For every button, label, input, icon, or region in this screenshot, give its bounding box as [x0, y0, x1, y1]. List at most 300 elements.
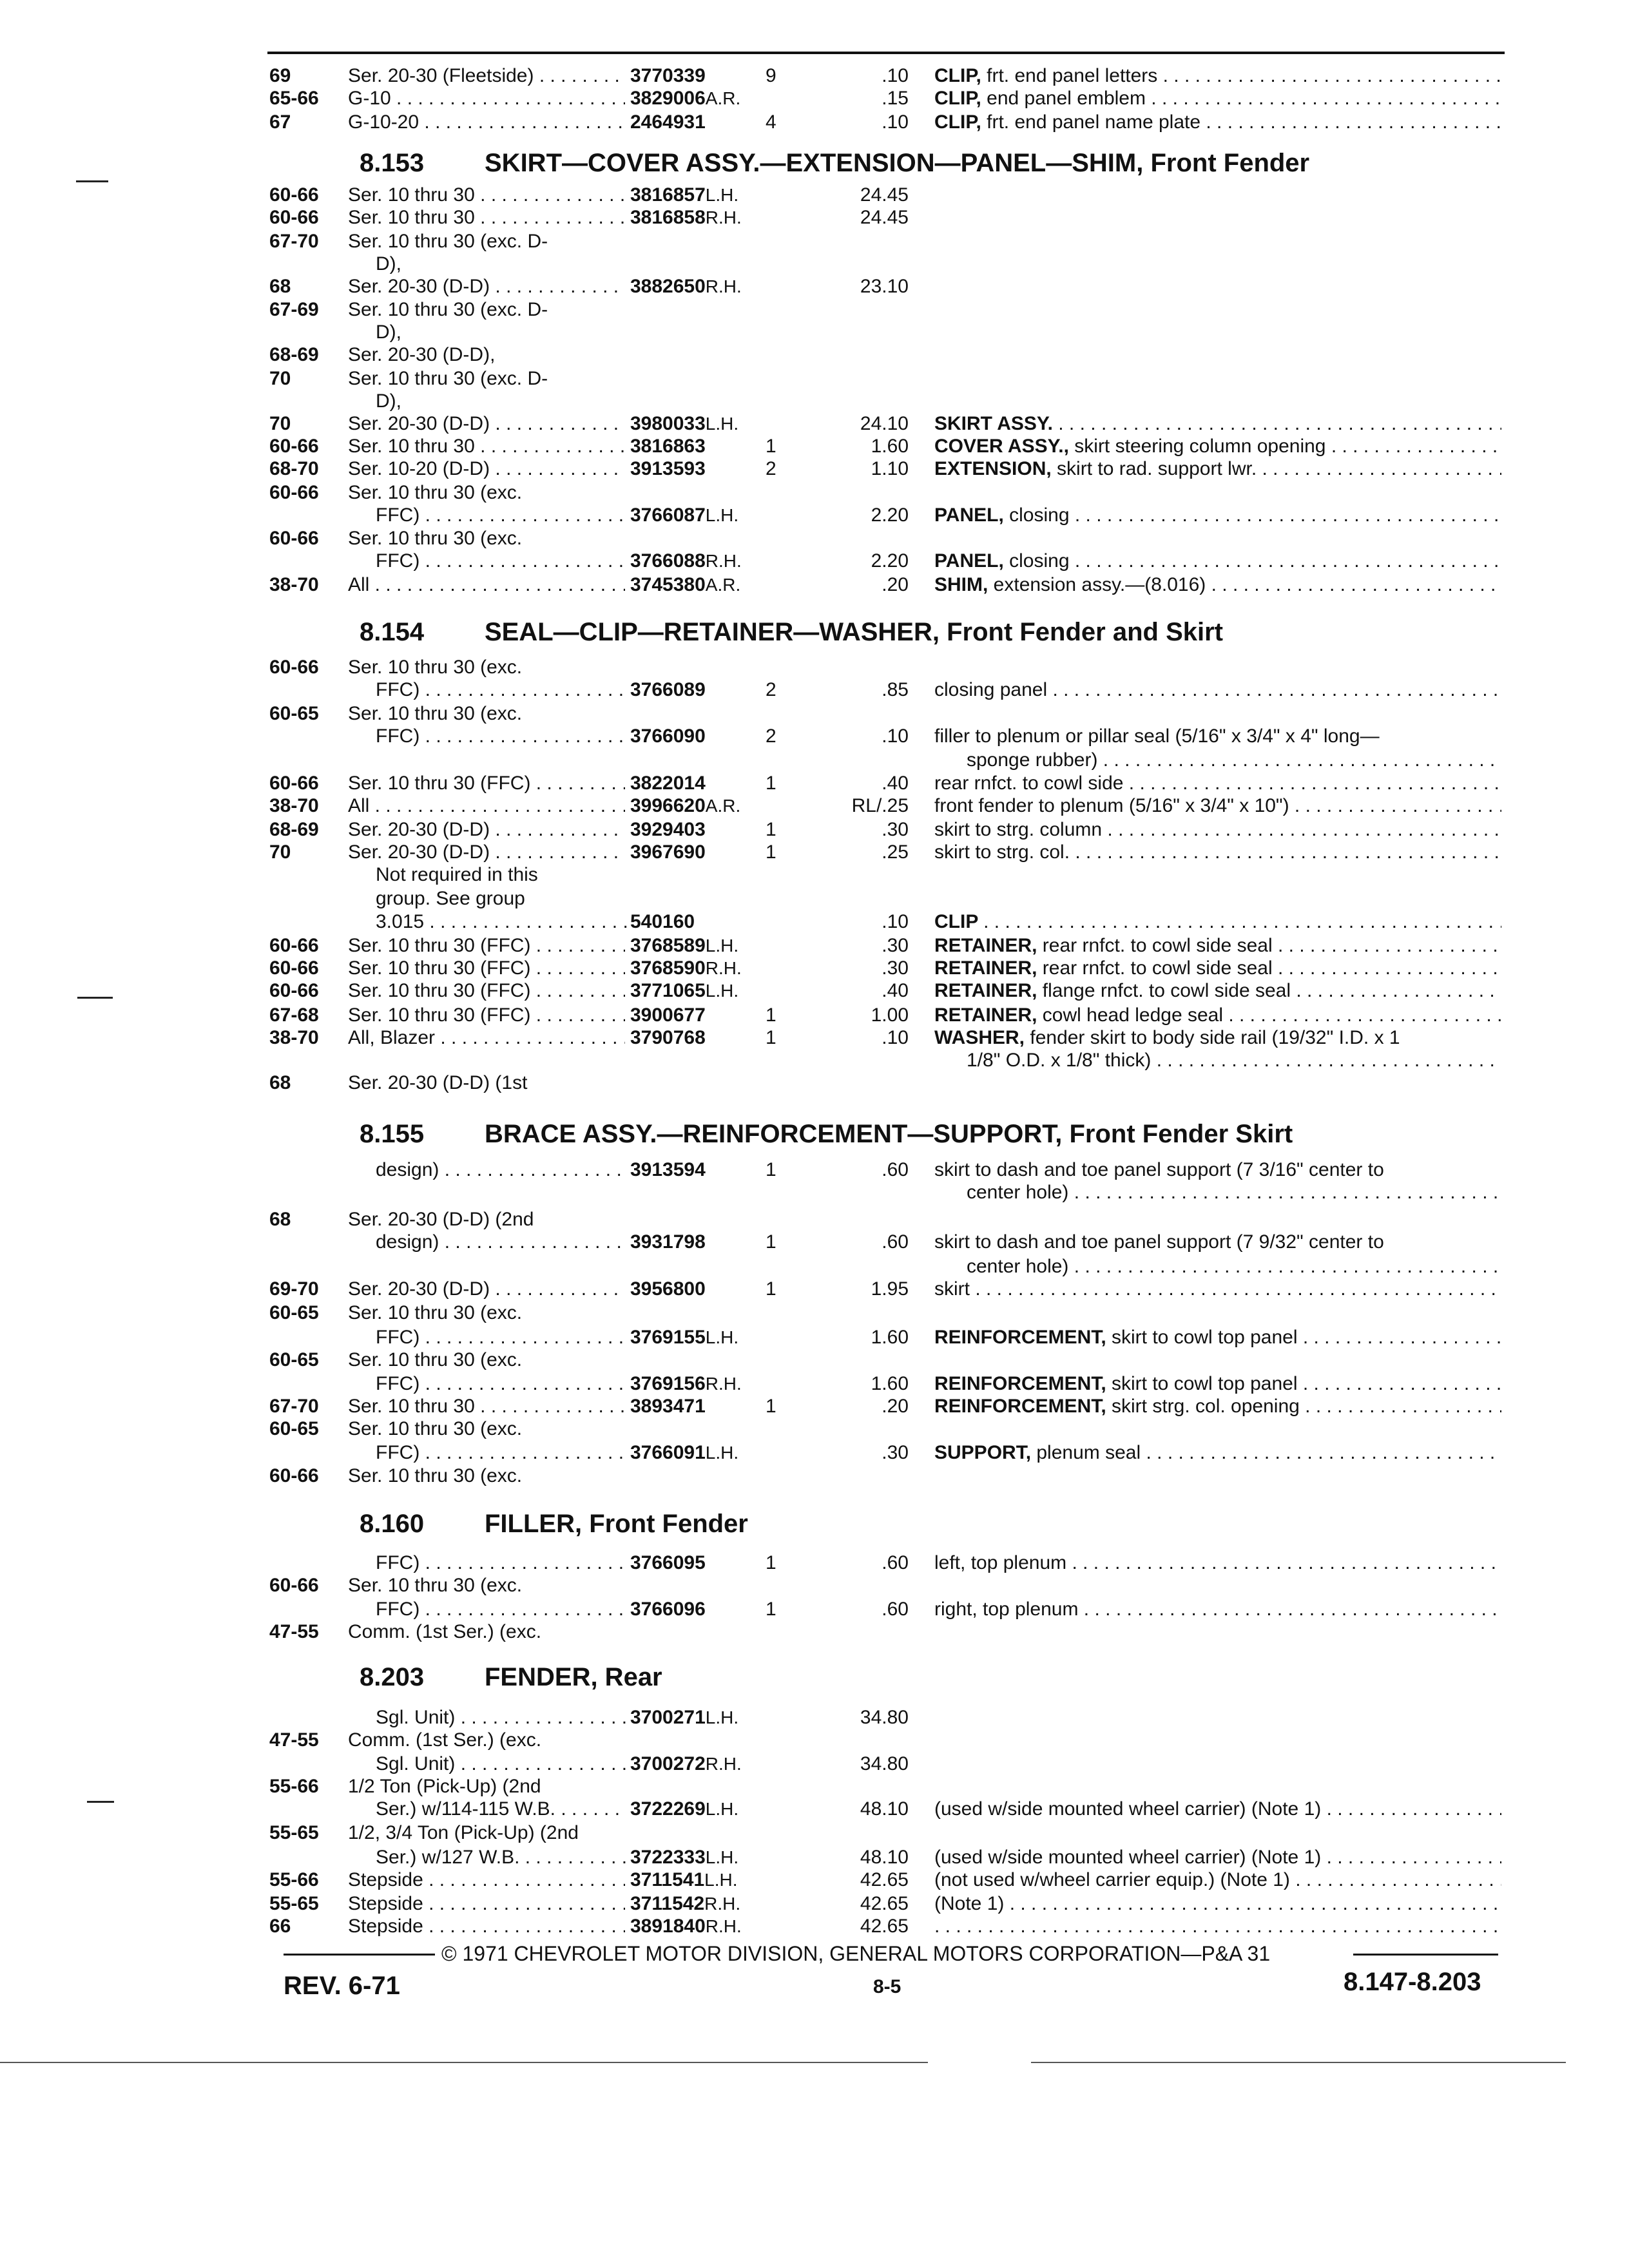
- part-name-bold: RETAINER,: [934, 1004, 1043, 1026]
- part-name: [934, 1158, 1501, 1182]
- part-name: [934, 64, 1501, 88]
- side-designator: L.H.: [705, 185, 739, 205]
- model-years: 70: [269, 841, 291, 863]
- application-desc: Ser. 20-30 (D-D),: [348, 344, 496, 365]
- part-number: 3771065L.H.: [630, 980, 739, 1001]
- application-desc: Ser. 20-30 (D-D) . . .: [348, 412, 625, 436]
- section-number: 8.154: [360, 618, 425, 646]
- price: 42.65: [860, 1893, 909, 1914]
- bottom-rule: [0, 2062, 928, 2063]
- side-designator: L.H.: [705, 505, 739, 525]
- part-number: 3769155L.H.: [630, 1327, 739, 1348]
- part-name-text: extension assy.—(8.016): [993, 574, 1206, 595]
- application-desc: D),: [376, 322, 401, 343]
- application-desc: All . . .: [348, 573, 625, 597]
- side-designator: L.H.: [705, 414, 739, 434]
- price: .30: [882, 1442, 909, 1463]
- part-number: 3816857L.H.: [630, 184, 739, 206]
- part-row: [0, 1706, 1629, 1729]
- part-name-bold: SHIM,: [934, 574, 994, 595]
- price: .10: [882, 111, 909, 133]
- part-row: [0, 64, 1629, 88]
- part-row: [0, 1729, 1629, 1752]
- part-row: [0, 435, 1629, 458]
- part-name-text: front fender to plenum (5/16" x 3/4" x 10"): [934, 795, 1289, 816]
- part-row: [0, 230, 1629, 253]
- part-name: [934, 1598, 1501, 1621]
- section-number: 8.160: [360, 1510, 425, 1538]
- part-row: [0, 321, 1629, 344]
- part-name-bold: CLIP,: [934, 65, 987, 86]
- margin-mark: [76, 180, 108, 182]
- part-number: 3722269L.H.: [630, 1798, 739, 1820]
- part-name: [934, 1278, 1501, 1301]
- part-row: [0, 678, 1629, 702]
- part-number: 3891840R.H.: [630, 1916, 742, 1937]
- model-years: 60-66: [269, 482, 319, 503]
- model-years: 68-70: [269, 458, 319, 479]
- part-row: [0, 87, 1629, 110]
- application-desc: G-10 . . .: [348, 87, 625, 110]
- part-name: [934, 1915, 1501, 1938]
- part-number: 3766091L.H.: [630, 1442, 739, 1463]
- application-desc: FFC) . . .: [376, 504, 627, 527]
- application-desc: Stepside . . .: [348, 1869, 625, 1892]
- application-desc: Ser. 10 thru 30 (FFC) . . .: [348, 979, 625, 1003]
- price: .10: [882, 65, 909, 86]
- model-years: 47-55: [269, 1621, 319, 1642]
- part-name: [934, 957, 1501, 980]
- part-name-bold: PANEL,: [934, 550, 1010, 572]
- model-years: 60-66: [269, 980, 319, 1001]
- part-name: [934, 435, 1501, 458]
- part-number: 3931798: [630, 1231, 706, 1253]
- price: 1.00: [871, 1004, 909, 1026]
- side-designator: R.H.: [705, 1916, 742, 1936]
- part-row: [0, 1798, 1629, 1821]
- part-row: [0, 1026, 1629, 1050]
- application-desc: Ser. 20-30 (D-D) (1st: [348, 1072, 528, 1093]
- part-name-text: closing: [1009, 550, 1070, 572]
- part-name-text: skirt to cowl top panel: [1112, 1373, 1298, 1394]
- part-number: 3700272R.H.: [630, 1753, 742, 1774]
- model-years: 55-66: [269, 1776, 319, 1797]
- price: 48.10: [860, 1847, 909, 1868]
- part-name-text: right, top plenum: [934, 1599, 1079, 1620]
- part-name: [934, 412, 1501, 436]
- application-desc: Comm. (1st Ser.) (exc.: [348, 1621, 542, 1642]
- side-designator: R.H.: [704, 1894, 741, 1914]
- price: .60: [882, 1159, 909, 1180]
- model-years: 55-66: [269, 1869, 319, 1890]
- application-desc: Ser. 20-30 (D-D) . . .: [348, 841, 625, 864]
- model-years: 60-66: [269, 1575, 319, 1596]
- application-desc: Ser. 10 thru 30 . . .: [348, 1395, 625, 1418]
- price: .60: [882, 1552, 909, 1573]
- model-years: 68: [269, 1209, 291, 1230]
- section-number: 8.203: [360, 1663, 425, 1691]
- application-desc: Ser. 20-30 (D-D) . . .: [348, 818, 625, 841]
- quantity: 1: [766, 1278, 776, 1300]
- footer-copyright-line: [0, 1939, 1629, 1968]
- application-desc: Ser. 10 thru 30 (FFC) . . .: [348, 957, 625, 980]
- price: 1.95: [871, 1278, 909, 1300]
- part-row: [0, 390, 1629, 413]
- part-name-text: frt. end panel name plate: [987, 111, 1201, 133]
- part-row: [0, 481, 1629, 505]
- part-row: [0, 343, 1629, 367]
- model-years: 60-66: [269, 957, 319, 979]
- section-title: SKIRT—COVER ASSY.—EXTENSION—PANEL—SHIM, Front Fender: [485, 149, 1310, 177]
- part-row: [0, 184, 1629, 207]
- model-years: 55-65: [269, 1893, 319, 1914]
- application-desc: FFC) . . .: [376, 1598, 627, 1621]
- price: .15: [882, 88, 909, 109]
- application-desc: Ser. 10 thru 30 (exc. D-: [348, 231, 548, 252]
- part-row: [0, 1372, 1629, 1396]
- part-row: [0, 1620, 1629, 1644]
- price: .10: [882, 911, 909, 932]
- part-row: [0, 1181, 1629, 1204]
- part-name-text: plenum seal: [1036, 1442, 1141, 1463]
- application-desc: Ser. 20-30 (Fleetside) . . .: [348, 64, 625, 88]
- part-row: [0, 1395, 1629, 1418]
- price: 42.65: [860, 1869, 909, 1890]
- model-years: 65-66: [269, 88, 319, 109]
- price: 48.10: [860, 1798, 909, 1820]
- quantity: 1: [766, 1552, 776, 1573]
- price: 1.10: [871, 458, 909, 479]
- part-name-bold: COVER ASSY.,: [934, 436, 1075, 457]
- price: .85: [882, 679, 909, 700]
- part-name-text: skirt to dash and toe panel support (7 3/16" center to: [934, 1159, 1384, 1180]
- application-desc: Ser. 10 thru 30 (exc.: [348, 528, 523, 549]
- model-years: 66: [269, 1916, 291, 1937]
- part-name: [934, 1892, 1501, 1916]
- side-designator: A.R.: [705, 575, 741, 595]
- model-years: 38-70: [269, 795, 319, 816]
- model-years: 60-66: [269, 207, 319, 228]
- part-name: [934, 1846, 1501, 1869]
- application-desc: 1/2, 3/4 Ton (Pick-Up) (2nd: [348, 1822, 579, 1843]
- part-number: 3766088R.H.: [630, 550, 742, 572]
- price: RL/.25: [851, 795, 909, 816]
- part-number: 3790768: [630, 1027, 706, 1048]
- application-desc: Comm. (1st Ser.) (exc.: [348, 1729, 542, 1751]
- price: 2.20: [871, 505, 909, 526]
- application-desc: Ser. 10 thru 30 (exc.: [348, 482, 523, 503]
- application-desc: Stepside . . .: [348, 1892, 625, 1916]
- quantity: 1: [766, 841, 776, 863]
- part-name-text: rear rnfct. to cowl side seal: [1042, 935, 1273, 956]
- application-desc: All . . .: [348, 794, 625, 818]
- part-row: [0, 1775, 1629, 1798]
- part-number: 3766089: [630, 679, 706, 700]
- part-name-continued: 1/8" O.D. x 1/8" thick) . . .: [967, 1049, 1501, 1072]
- part-row: [0, 934, 1629, 957]
- part-name: [934, 794, 1501, 818]
- part-name-text: (Note 1): [934, 1893, 1005, 1914]
- quantity: 1: [766, 1231, 776, 1253]
- part-name-text: skirt to strg. column: [934, 819, 1103, 840]
- quantity: 1: [766, 1599, 776, 1620]
- part-number: 3900677: [630, 1004, 706, 1026]
- part-name-text: cowl head ledge seal: [1042, 1004, 1223, 1026]
- model-years: 60-65: [269, 703, 319, 724]
- part-name-bold: SKIRT ASSY.: [934, 413, 1059, 434]
- model-years: 68: [269, 1072, 291, 1093]
- price: 24.10: [860, 413, 909, 434]
- model-years: 60-66: [269, 528, 319, 549]
- part-number: 3768589L.H.: [630, 935, 739, 956]
- part-number: 3769156R.H.: [630, 1373, 742, 1394]
- part-name-continued: sponge rubber) . . .: [967, 749, 1501, 772]
- section-title: BRACE ASSY.—REINFORCEMENT—SUPPORT, Front Fender Skirt: [485, 1120, 1293, 1148]
- part-name: [934, 910, 1501, 934]
- part-row: [0, 1598, 1629, 1621]
- price: 34.80: [860, 1753, 909, 1774]
- part-row: [0, 298, 1629, 322]
- part-number: 3816858R.H.: [630, 207, 742, 228]
- application-desc: 1/2 Ton (Pick-Up) (2nd: [348, 1776, 541, 1797]
- model-years: 67-70: [269, 231, 319, 252]
- section-header: [0, 1118, 1629, 1150]
- part-number: 3980033L.H.: [630, 413, 739, 434]
- application-desc: Ser. 10-20 (D-D) . . .: [348, 457, 625, 481]
- part-number: 3766087L.H.: [630, 505, 739, 526]
- price: 24.45: [860, 184, 909, 206]
- part-name-bold: RETAINER,: [934, 935, 1043, 956]
- part-name: [934, 678, 1501, 702]
- part-name: [934, 1372, 1501, 1396]
- application-desc: Ser. 20-30 (D-D) . . .: [348, 275, 625, 298]
- part-row: [0, 1004, 1629, 1027]
- part-name: [934, 1004, 1501, 1027]
- part-name-text: skirt strg. col. opening: [1112, 1396, 1300, 1417]
- part-row: [0, 749, 1629, 772]
- quantity: 2: [766, 679, 776, 700]
- revision-label: REV. 6-71: [284, 1972, 400, 2000]
- part-row: [0, 887, 1629, 910]
- model-years: 67: [269, 111, 291, 133]
- part-name-bold: SUPPORT,: [934, 1442, 1037, 1463]
- application-desc: FFC) . . .: [376, 725, 627, 748]
- application-desc: group. See group: [376, 888, 525, 909]
- application-desc: Ser. 10 thru 30 (FFC) . . .: [348, 772, 625, 795]
- model-years: 60-66: [269, 436, 319, 457]
- application-desc: All, Blazer . . .: [348, 1026, 625, 1050]
- model-years: 60-65: [269, 1349, 319, 1370]
- application-desc: D),: [376, 253, 401, 274]
- section-header: [0, 616, 1629, 648]
- section-title: SEAL—CLIP—RETAINER—WASHER, Front Fender and Skirt: [485, 618, 1223, 646]
- quantity: 1: [766, 1004, 776, 1026]
- part-number: 3822014: [630, 773, 706, 794]
- model-years: 60-66: [269, 1465, 319, 1486]
- section-header: [0, 1508, 1629, 1540]
- part-number: 3893471: [630, 1396, 706, 1417]
- application-desc: FFC) . . .: [376, 550, 627, 573]
- part-row: [0, 275, 1629, 298]
- model-years: 68-69: [269, 344, 319, 365]
- model-years: 55-65: [269, 1822, 319, 1843]
- price: .20: [882, 574, 909, 595]
- application-desc: FFC) . . .: [376, 1552, 627, 1575]
- model-years: 67-69: [269, 299, 319, 320]
- application-desc: Not required in this: [376, 864, 538, 885]
- part-name-text: skirt to rad. support lwr.: [1057, 458, 1257, 479]
- part-name: [934, 772, 1501, 795]
- part-row: [0, 1049, 1629, 1072]
- price: .10: [882, 1027, 909, 1048]
- part-row: [0, 1846, 1629, 1869]
- side-designator: L.H.: [705, 1847, 739, 1867]
- section-title: FENDER, Rear: [485, 1663, 662, 1691]
- part-number: 3722333L.H.: [630, 1847, 739, 1868]
- part-number: 3816863: [630, 436, 706, 457]
- part-number: 3996620A.R.: [630, 795, 741, 816]
- model-years: 68: [269, 276, 291, 297]
- side-designator: L.H.: [705, 1799, 739, 1819]
- part-name-bold: REINFORCEMENT,: [934, 1396, 1112, 1417]
- part-name: [934, 1326, 1501, 1349]
- part-number: 3700271L.H.: [630, 1707, 739, 1728]
- part-row: [0, 111, 1629, 134]
- application-desc: Ser. 10 thru 30 . . .: [348, 184, 625, 207]
- quantity: 1: [766, 436, 776, 457]
- section-header: [0, 1661, 1629, 1693]
- part-name: [934, 87, 1501, 110]
- price: .25: [882, 841, 909, 863]
- part-name-text: frt. end panel letters: [987, 65, 1158, 86]
- part-name-text: filler to plenum or pillar seal (5/16" x 3/4" x 4" long—: [934, 726, 1380, 747]
- side-designator: A.R.: [705, 88, 741, 108]
- part-row: [0, 1349, 1629, 1372]
- part-row: [0, 1552, 1629, 1575]
- part-name: [934, 1231, 1501, 1254]
- part-number: 3913593: [630, 458, 706, 479]
- side-designator: L.H.: [705, 1327, 739, 1347]
- side-designator: R.H.: [705, 207, 742, 227]
- part-number: 3770339: [630, 65, 706, 86]
- part-number: 3766095: [630, 1552, 706, 1573]
- quantity: 1: [766, 1396, 776, 1417]
- part-name: [934, 1798, 1501, 1821]
- part-name: [934, 1026, 1501, 1050]
- quantity: 1: [766, 819, 776, 840]
- side-designator: R.H.: [705, 958, 742, 978]
- application-desc: Ser. 10 thru 30 (FFC) . . .: [348, 1004, 625, 1027]
- part-row: [0, 527, 1629, 550]
- part-name-text: skirt to strg. col.: [934, 841, 1070, 863]
- side-designator: R.H.: [705, 1754, 742, 1774]
- price: .30: [882, 819, 909, 840]
- part-name-bold: REINFORCEMENT,: [934, 1373, 1112, 1394]
- model-years: 67-68: [269, 1004, 319, 1026]
- price: .20: [882, 1396, 909, 1417]
- application-desc: Ser. 10 thru 30 (exc.: [348, 1349, 523, 1370]
- side-designator: L.H.: [705, 981, 739, 1001]
- part-row: [0, 1418, 1629, 1441]
- price: 1.60: [871, 1327, 909, 1348]
- model-years: 60-66: [269, 657, 319, 678]
- part-row: [0, 1441, 1629, 1465]
- part-row: [0, 957, 1629, 980]
- application-desc: Sgl. Unit) . . .: [376, 1706, 627, 1729]
- part-name: [934, 841, 1501, 864]
- part-row: [0, 1278, 1629, 1301]
- quantity: 1: [766, 1027, 776, 1048]
- part-name-bold: RETAINER,: [934, 957, 1043, 979]
- price: .30: [882, 957, 909, 979]
- part-row: [0, 772, 1629, 795]
- application-desc: Ser. 20-30 (D-D) . . .: [348, 1278, 625, 1301]
- model-years: 60-65: [269, 1418, 319, 1439]
- application-desc: Ser. 10 thru 30 (exc.: [348, 1418, 523, 1439]
- application-desc: Stepside . . .: [348, 1915, 625, 1938]
- application-desc: Ser. 10 thru 30 (FFC) . . .: [348, 934, 625, 957]
- application-desc: FFC) . . .: [376, 1326, 627, 1349]
- part-name-text: skirt steering column opening: [1074, 436, 1326, 457]
- part-row: [0, 1072, 1629, 1095]
- model-years: 47-55: [269, 1729, 319, 1751]
- part-name-text: closing: [1009, 505, 1070, 526]
- part-name-bold: RETAINER,: [934, 980, 1043, 1001]
- part-name-text: skirt to cowl top panel: [1112, 1327, 1298, 1348]
- application-desc: Ser. 10 thru 30 (exc.: [348, 1575, 523, 1596]
- price: .60: [882, 1599, 909, 1620]
- model-years: 70: [269, 368, 291, 389]
- part-name: [934, 1441, 1501, 1465]
- part-row: [0, 725, 1629, 748]
- part-name: [934, 725, 1501, 748]
- application-desc: G-10-20 . . .: [348, 111, 625, 134]
- part-row: [0, 910, 1629, 934]
- part-row: [0, 206, 1629, 229]
- bottom-rule: [1031, 2062, 1566, 2063]
- quantity: 1: [766, 1159, 776, 1180]
- part-name: [934, 1552, 1501, 1575]
- part-row: [0, 367, 1629, 390]
- part-name-bold: REINFORCEMENT,: [934, 1327, 1112, 1348]
- model-years: 60-66: [269, 935, 319, 956]
- group-range: 8.147-8.203: [1344, 1968, 1481, 1996]
- quantity: 9: [766, 65, 776, 86]
- price: 2.20: [871, 550, 909, 572]
- application-desc: 3.015 . . .: [376, 910, 627, 934]
- part-name-continued: center hole) . . .: [967, 1255, 1501, 1278]
- part-row: [0, 1158, 1629, 1182]
- part-name-text: (used w/side mounted wheel carrier) (Note 1): [934, 1798, 1322, 1820]
- part-name-bold: CLIP,: [934, 111, 987, 133]
- part-row: [0, 1753, 1629, 1776]
- section-number: 8.153: [360, 149, 425, 177]
- part-number: 3711542R.H.: [630, 1893, 741, 1914]
- part-number: 3967690: [630, 841, 706, 863]
- part-number: 3768590R.H.: [630, 957, 742, 979]
- application-desc: FFC) . . .: [376, 1441, 627, 1465]
- part-name-bold: EXTENSION,: [934, 458, 1057, 479]
- section-number: 8.155: [360, 1120, 425, 1148]
- top-rule: [267, 52, 1505, 54]
- part-name-text: rear rnfct. to cowl side: [934, 773, 1124, 794]
- page-number: 8-5: [873, 1976, 901, 1997]
- part-number: 3956800: [630, 1278, 706, 1300]
- part-name: [934, 550, 1501, 573]
- part-row: [0, 1231, 1629, 1254]
- application-desc: Ser. 10 thru 30 (exc.: [348, 703, 523, 724]
- footer-rule-right: [1353, 1954, 1498, 1956]
